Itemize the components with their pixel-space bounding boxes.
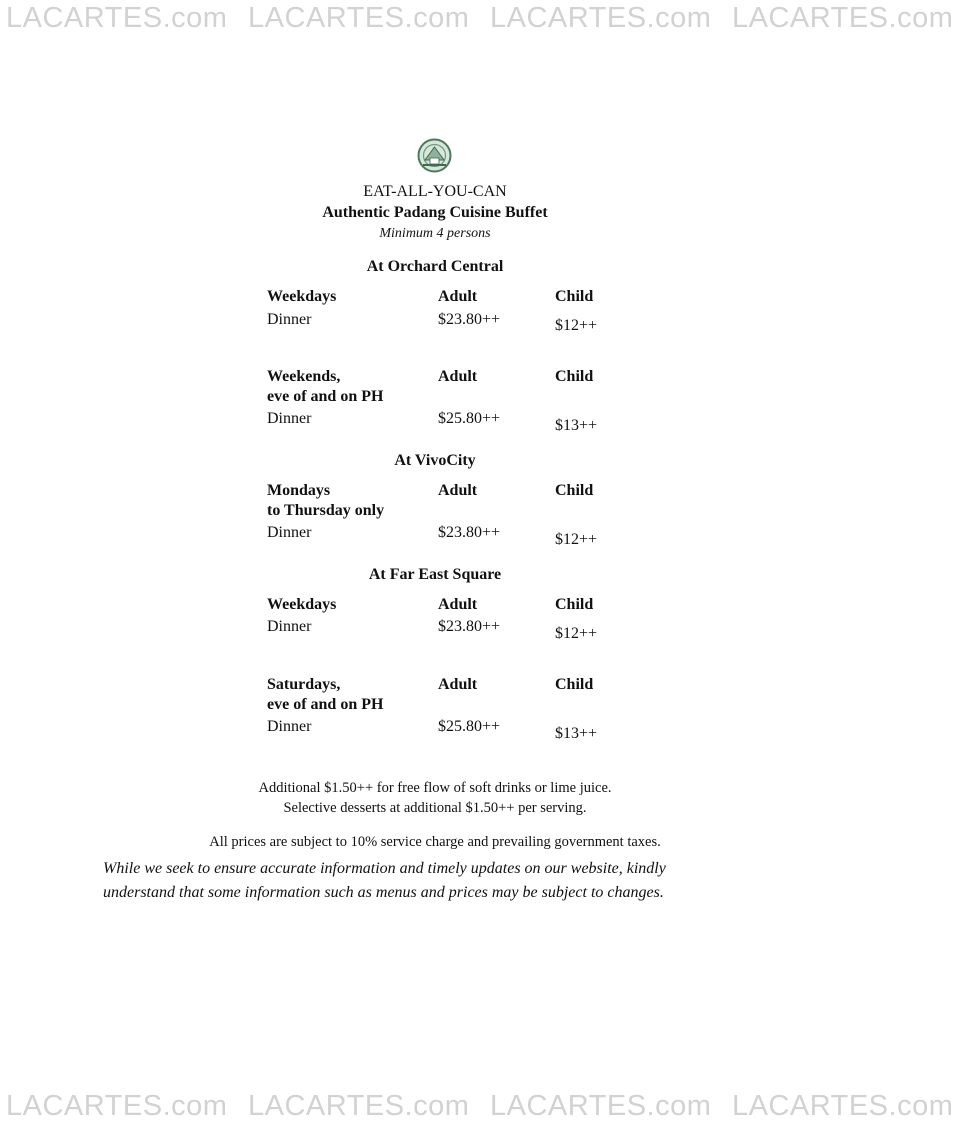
watermark-text: LACARTES.com	[731, 1090, 954, 1122]
watermark-top	[0, 0, 954, 38]
child-price: $12++	[555, 625, 598, 642]
adult-header: Adult	[438, 288, 478, 305]
child-price: $13++	[555, 725, 598, 742]
venue-title: At Orchard Central	[366, 258, 504, 275]
adult-header: Adult	[438, 482, 478, 499]
adult-price: $25.80++	[438, 718, 501, 735]
watermark-text: LACARTES.com	[6, 1090, 228, 1122]
desserts-note: Selective desserts at additional $1.50++ per serving.	[283, 800, 587, 816]
meal-label: Dinner	[267, 410, 312, 427]
watermark-text: LACARTES.com	[6, 2, 228, 34]
period-label: Weekdays	[267, 288, 337, 305]
period-label-sub: eve of and on PH	[267, 388, 384, 405]
disclaimer	[103, 857, 743, 905]
buffet-type: EAT-ALL-YOU-CAN	[363, 183, 507, 200]
watermark-text: LACARTES.com	[489, 1090, 712, 1122]
meal-label: Dinner	[267, 524, 312, 541]
watermark-text: LACARTES.com	[247, 1090, 470, 1122]
adult-header: Adult	[438, 676, 478, 693]
period-label: Saturdays,	[267, 676, 341, 693]
child-header: Child	[555, 482, 594, 499]
drinks-note: Additional $1.50++ for free flow of soft drinks or lime juice.	[258, 780, 612, 796]
meal-label: Dinner	[267, 311, 312, 328]
restaurant-emblem-icon	[417, 138, 452, 173]
adult-price: $23.80++	[438, 311, 501, 328]
adult-price: $23.80++	[438, 618, 501, 635]
period-label-sub: eve of and on PH	[267, 696, 384, 713]
child-price: $13++	[555, 417, 598, 434]
adult-header: Adult	[438, 368, 478, 385]
venue-title: At VivoCity	[394, 452, 476, 469]
child-price: $12++	[555, 317, 598, 334]
child-header: Child	[555, 288, 594, 305]
service-charge-note: All prices are subject to 10% service charge and prevailing government taxes.	[209, 834, 661, 850]
meal-label: Dinner	[267, 718, 312, 735]
period-label: Weekends,	[267, 368, 341, 385]
child-header: Child	[555, 368, 594, 385]
watermark-text: LACARTES.com	[489, 2, 712, 34]
meal-label: Dinner	[267, 618, 312, 635]
buffet-title: Authentic Padang Cuisine Buffet	[322, 204, 548, 221]
minimum-persons: Minimum 4 persons	[379, 226, 491, 241]
child-price: $12++	[555, 531, 598, 548]
adult-price: $23.80++	[438, 524, 501, 541]
disclaimer-line: understand that some information such as menus and prices may be subject to changes.	[103, 884, 664, 901]
watermark-bottom	[0, 1086, 954, 1126]
watermark-text: LACARTES.com	[731, 2, 954, 34]
adult-header: Adult	[438, 596, 478, 613]
period-label-sub: to Thursday only	[267, 502, 385, 519]
child-header: Child	[555, 676, 594, 693]
venue-title: At Far East Square	[368, 566, 502, 583]
disclaimer-line: While we seek to ensure accurate information and timely updates on our website, kindly	[103, 860, 666, 877]
watermark-text: LACARTES.com	[247, 2, 470, 34]
child-header: Child	[555, 596, 594, 613]
period-label: Weekdays	[267, 596, 337, 613]
adult-price: $25.80++	[438, 410, 501, 427]
period-label: Mondays	[267, 482, 331, 499]
